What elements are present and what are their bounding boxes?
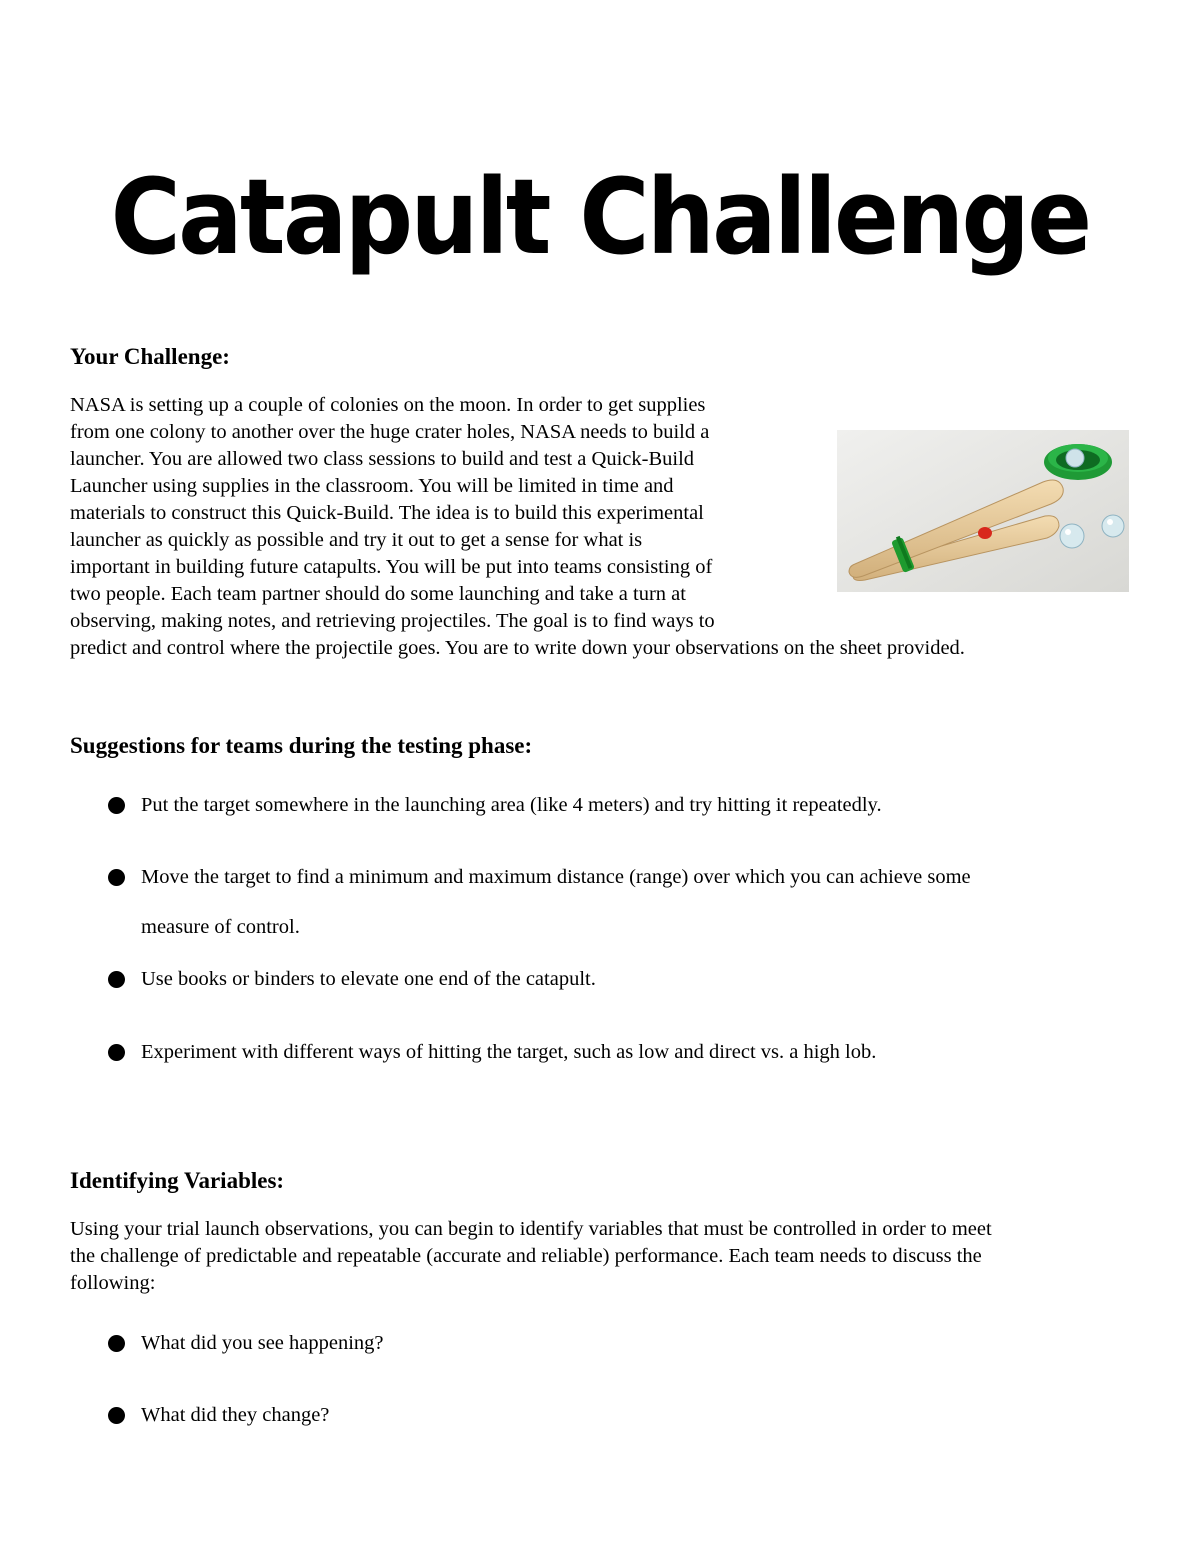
list-item: Use books or binders to elevate one end of the catapult.: [108, 955, 1108, 1004]
bullet-icon: [108, 869, 125, 886]
paragraph-line: Using your trial launch observations, you can begin to identify variables that must be controlled in order to meet: [70, 1218, 992, 1240]
bullet-icon: [108, 1335, 125, 1352]
bullet-icon: [108, 1044, 125, 1061]
paragraph-line: predict and control where the projectile goes. You are to write down your observations on the sheet provided.: [70, 637, 965, 659]
paragraph-line: launcher as quickly as possible and try it out to get a sense for what is: [70, 529, 643, 551]
list-item: What did they change?: [108, 1391, 1108, 1440]
catapult-illustration: [837, 430, 1129, 592]
paragraph-line: the challenge of predictable and repeatable (accurate and reliable) performance. Each team needs to discuss the: [70, 1245, 982, 1267]
paragraph-line: from one colony to another over the huge crater holes, NASA needs to build a: [70, 421, 710, 443]
paragraph-line: Launcher using supplies in the classroom. You will be limited in time and: [70, 475, 674, 497]
variables-heading: Identifying Variables:: [70, 1168, 285, 1193]
bullet-icon: [108, 1407, 125, 1424]
your-challenge-heading: Your Challenge:: [70, 344, 230, 369]
paragraph-line: following:: [70, 1272, 156, 1294]
list-item: Move the target to find a minimum and maximum distance (range) over which you can achieve some: [108, 853, 1108, 902]
list-item: What did you see happening?: [108, 1319, 1108, 1368]
paragraph-line: NASA is setting up a couple of colonies on the moon. In order to get supplies: [70, 394, 706, 416]
page-title: Catapult Challenge: [110, 156, 1090, 278]
list-item: Put the target somewhere in the launching area (like 4 meters) and try hitting it repeatedly.: [108, 781, 1108, 830]
list-item: Experiment with different ways of hitting the target, such as low and direct vs. a high lob.: [108, 1028, 1108, 1077]
paragraph-line: observing, making notes, and retrieving projectiles. The goal is to find ways to: [70, 610, 715, 632]
list-item-continuation: measure of control.: [141, 916, 300, 938]
paragraph-line: two people. Each team partner should do some launching and take a turn at: [70, 583, 686, 605]
paragraph-line: materials to construct this Quick-Build. The idea is to build this experimental: [70, 502, 704, 524]
variables-paragraph: [70, 1216, 1150, 1297]
paragraph-line: important in building future catapults. You will be put into teams consisting of: [70, 556, 713, 578]
bullet-icon: [108, 971, 125, 988]
bullet-icon: [108, 797, 125, 814]
catapult-photo: [837, 430, 1129, 592]
suggestions-heading: Suggestions for teams during the testing phase:: [70, 733, 533, 758]
paragraph-line: launcher. You are allowed two class sessions to build and test a Quick-Build: [70, 448, 695, 470]
